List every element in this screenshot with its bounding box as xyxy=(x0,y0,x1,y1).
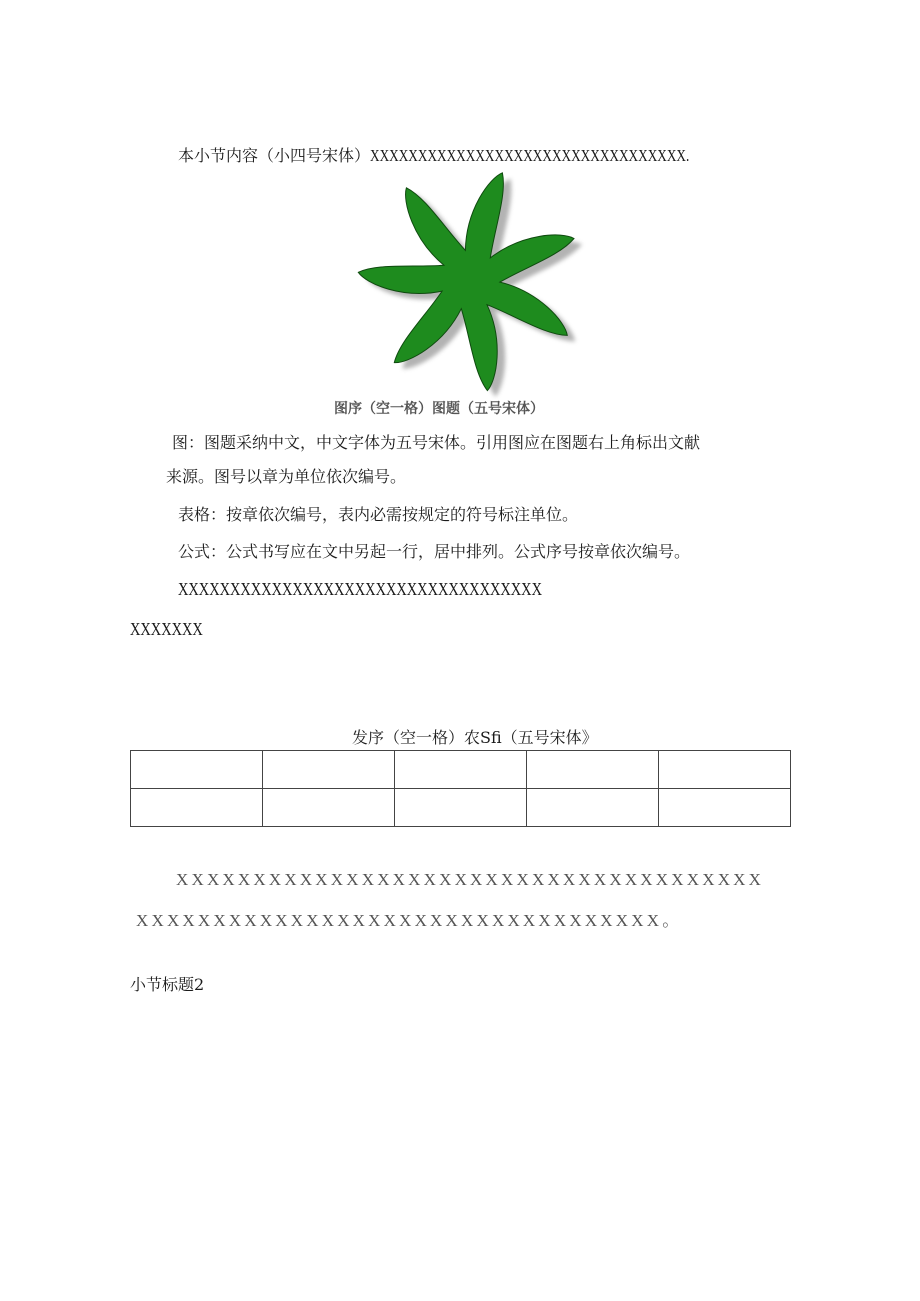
table-cell xyxy=(131,751,263,789)
table-cell xyxy=(527,789,659,827)
table-caption: 发序（空一格）农Sfi（五号宋体》 xyxy=(352,728,598,747)
table-note: 表格：按章依次编号，表内必需按规定的符号标注单位。 xyxy=(178,505,579,524)
figure-caption: 图序（空一格）图题（五号宋体） xyxy=(334,401,544,417)
table-cell xyxy=(659,789,791,827)
table-cell xyxy=(527,751,659,789)
subsection-title: 小节标题2 xyxy=(130,975,205,994)
figure-note-line1: 图：图题采纳中文，中文字体为五号宋体。引用图应在图题右上角标出文献 xyxy=(172,433,701,452)
table-cell xyxy=(395,751,527,789)
section-content-xs: XXXXXXXXXXXXXXXXXXXXXXXXXXXXXXXXX. xyxy=(370,146,690,165)
section-content-label: 本小节内容（小四号宋体） xyxy=(178,146,371,165)
table-cell xyxy=(131,789,263,827)
formula-note: 公式：公式书写应在文中另起一行，居中排列。公式序号按章依次编号。 xyxy=(178,542,691,561)
flower-shape xyxy=(358,173,574,391)
data-table xyxy=(130,750,791,827)
x-text-line2: XXXXXXX xyxy=(130,619,203,639)
table-cell xyxy=(263,789,395,827)
table-row xyxy=(131,751,791,789)
table-cell xyxy=(263,751,395,789)
table-row xyxy=(131,789,791,827)
table-cell xyxy=(395,789,527,827)
spaced-x-line1: XXXXXXXXXXXXXXXXXXXXXXXXXXXXXXXXXXXXXX xyxy=(176,870,765,889)
x-text-line1: XXXXXXXXXXXXXXXXXXXXXXXXXXXXXXXXXXX xyxy=(178,579,542,599)
figure-note-line2: 来源。图号以章为单位依次编号。 xyxy=(166,467,407,486)
spaced-x-line2: XXXXXXXXXXXXXXXXXXXXXXXXXXXXXXXXXX。 xyxy=(136,911,683,930)
green-star-flower-image xyxy=(352,162,592,402)
table-cell xyxy=(659,751,791,789)
